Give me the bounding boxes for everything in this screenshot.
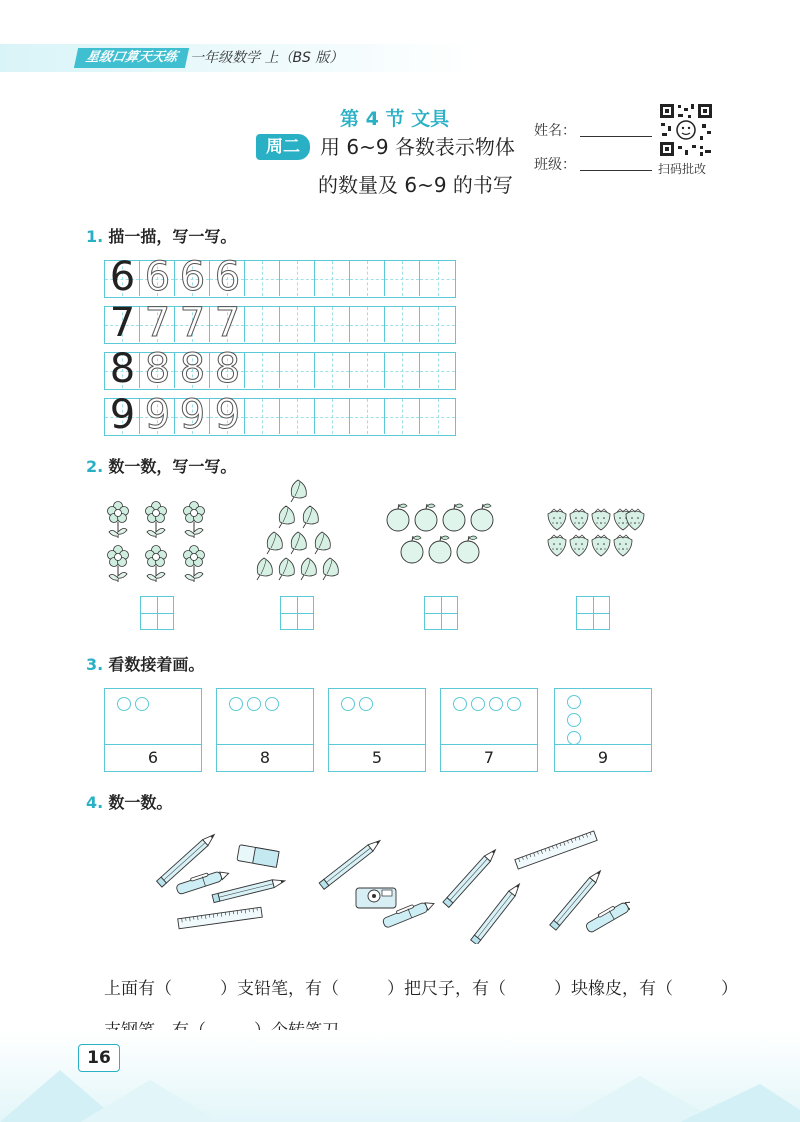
trace-digit: 9 [214, 392, 241, 438]
stationery-illustration [150, 820, 630, 944]
grid-cell[interactable] [245, 353, 280, 388]
grid-row-4 [104, 392, 456, 438]
circle-mark [135, 697, 149, 711]
grid-cell[interactable] [280, 307, 315, 342]
grid-cell [105, 254, 140, 300]
circle-mark [489, 697, 503, 711]
trace-digit: 8 [179, 346, 206, 392]
grid-cell [210, 392, 245, 438]
draw-box-3[interactable] [328, 688, 426, 772]
grid-cell[interactable] [315, 399, 350, 434]
q4-number: 4. [86, 793, 104, 812]
grid-row-3 [104, 346, 456, 392]
q4-text: 数一数。 [108, 793, 173, 812]
q2-heading [86, 454, 236, 477]
model-digit: 8 [109, 346, 136, 392]
circle-mark [247, 697, 261, 711]
answer-box-strawberries[interactable] [576, 596, 610, 630]
day-tag: 周二 [256, 134, 310, 160]
grid-cell[interactable] [385, 353, 420, 388]
grid-cell[interactable] [315, 307, 350, 342]
eraser-icon [237, 845, 279, 868]
apple-group [384, 496, 500, 568]
grid-cell [175, 300, 210, 346]
footer-decoration [0, 1040, 800, 1122]
strawberry-group [546, 502, 646, 562]
sharpener-icon [356, 888, 396, 908]
q3-number: 3. [86, 655, 104, 674]
grid-cell[interactable] [420, 353, 455, 388]
qr-caption: 扫码批改 [658, 162, 707, 176]
model-digit: 7 [109, 300, 136, 346]
circle-mark [471, 697, 485, 711]
q1-text: 描一描，写一写。 [108, 227, 237, 246]
grid-cell [175, 392, 210, 438]
q3-heading [86, 652, 204, 675]
grid-row-2 [104, 300, 456, 346]
q4-heading [86, 790, 172, 813]
grid-cell[interactable] [245, 399, 280, 434]
draw-box-number: 5 [329, 744, 425, 771]
circle-mark [567, 713, 581, 727]
grid-cell[interactable] [350, 353, 385, 388]
circle-mark [265, 697, 279, 711]
answer-box-leaves[interactable] [280, 596, 314, 630]
grid-cell[interactable] [245, 261, 280, 296]
draw-box-4[interactable] [440, 688, 538, 772]
draw-box-number: 7 [441, 744, 537, 771]
sentence-part: ）块橡皮，有（ [554, 979, 673, 999]
trace-digit: 6 [179, 254, 206, 300]
answer-box-flowers[interactable] [140, 596, 174, 630]
q3-text: 看数接着画。 [108, 655, 205, 674]
grid-cell[interactable] [350, 307, 385, 342]
name-field[interactable] [580, 136, 652, 137]
model-digit: 6 [109, 254, 136, 300]
circle-mark [567, 695, 581, 709]
class-field[interactable] [580, 170, 652, 171]
draw-box-number: 9 [555, 744, 651, 771]
grid-cell[interactable] [385, 307, 420, 342]
draw-box-2[interactable] [216, 688, 314, 772]
draw-box-number: 8 [217, 744, 313, 771]
grid-cell[interactable] [315, 261, 350, 296]
grid-row-1 [104, 254, 456, 300]
circle-mark [359, 697, 373, 711]
circle-mark [507, 697, 521, 711]
class-label: 班级： [534, 157, 576, 173]
grid-cell [140, 300, 175, 346]
grid-cell [105, 300, 140, 346]
lesson-title-line2: 的数量及 6~9 的书写 [318, 173, 513, 197]
draw-box-5[interactable] [554, 688, 652, 772]
sentence-part: ）支铅笔，有（ [220, 979, 339, 999]
grid-cell[interactable] [350, 261, 385, 296]
q2-number: 2. [86, 457, 104, 476]
trace-digit: 9 [144, 392, 171, 438]
grid-cell[interactable] [350, 399, 385, 434]
grid-cell[interactable] [420, 261, 455, 296]
grid-cell[interactable] [280, 261, 315, 296]
trace-digit: 7 [179, 300, 206, 346]
page-number: 16 [78, 1044, 120, 1072]
grid-cell[interactable] [245, 307, 280, 342]
grid-cell[interactable] [385, 261, 420, 296]
flower-group [100, 498, 212, 588]
grid-cell [210, 346, 245, 392]
book-subtitle: 一年级数学 上（BS 版） [190, 50, 344, 66]
grid-cell[interactable] [315, 353, 350, 388]
circle-mark [453, 697, 467, 711]
sentence-part: ） [721, 979, 738, 999]
grid-cell[interactable] [420, 399, 455, 434]
circle-mark [117, 697, 131, 711]
q2-text: 数一数，写一写。 [108, 457, 237, 476]
grid-cell [210, 300, 245, 346]
trace-digit: 7 [214, 300, 241, 346]
q4-sentence-line1 [104, 974, 738, 999]
qr-code-icon[interactable] [658, 102, 714, 158]
model-digit: 9 [109, 392, 136, 438]
grid-cell[interactable] [420, 307, 455, 342]
grid-cell [210, 254, 245, 300]
circle-mark [341, 697, 355, 711]
grid-cell [140, 346, 175, 392]
grid-cell[interactable] [385, 399, 420, 434]
trace-digit: 8 [214, 346, 241, 392]
sentence-part: 上面有（ [104, 979, 172, 999]
grid-cell [140, 254, 175, 300]
q1-number: 1. [86, 227, 104, 246]
lesson-title-line1: 用 6~9 各数表示物体 [320, 135, 515, 159]
grid-cell [140, 392, 175, 438]
trace-digit: 9 [179, 392, 206, 438]
grid-cell [105, 392, 140, 438]
circle-mark [229, 697, 243, 711]
trace-digit: 6 [144, 254, 171, 300]
grid-cell [175, 254, 210, 300]
grid-cell[interactable] [280, 353, 315, 388]
brand-label: 星级口算天天练 [74, 48, 189, 68]
grid-cell [105, 346, 140, 392]
leaf-group [254, 478, 344, 582]
name-label: 姓名： [534, 123, 576, 139]
grid-cell[interactable] [280, 399, 315, 434]
grid-cell [175, 346, 210, 392]
answer-box-apples[interactable] [424, 596, 458, 630]
draw-box-number: 6 [105, 744, 201, 771]
sentence-part: ）把尺子，有（ [387, 979, 506, 999]
trace-digit: 8 [144, 346, 171, 392]
q1-heading [86, 224, 236, 247]
trace-digit: 6 [214, 254, 241, 300]
section-title: 第 4 节 文具 [340, 108, 450, 130]
draw-box-1[interactable] [104, 688, 202, 772]
trace-digit: 7 [144, 300, 171, 346]
circle-mark [567, 731, 581, 745]
